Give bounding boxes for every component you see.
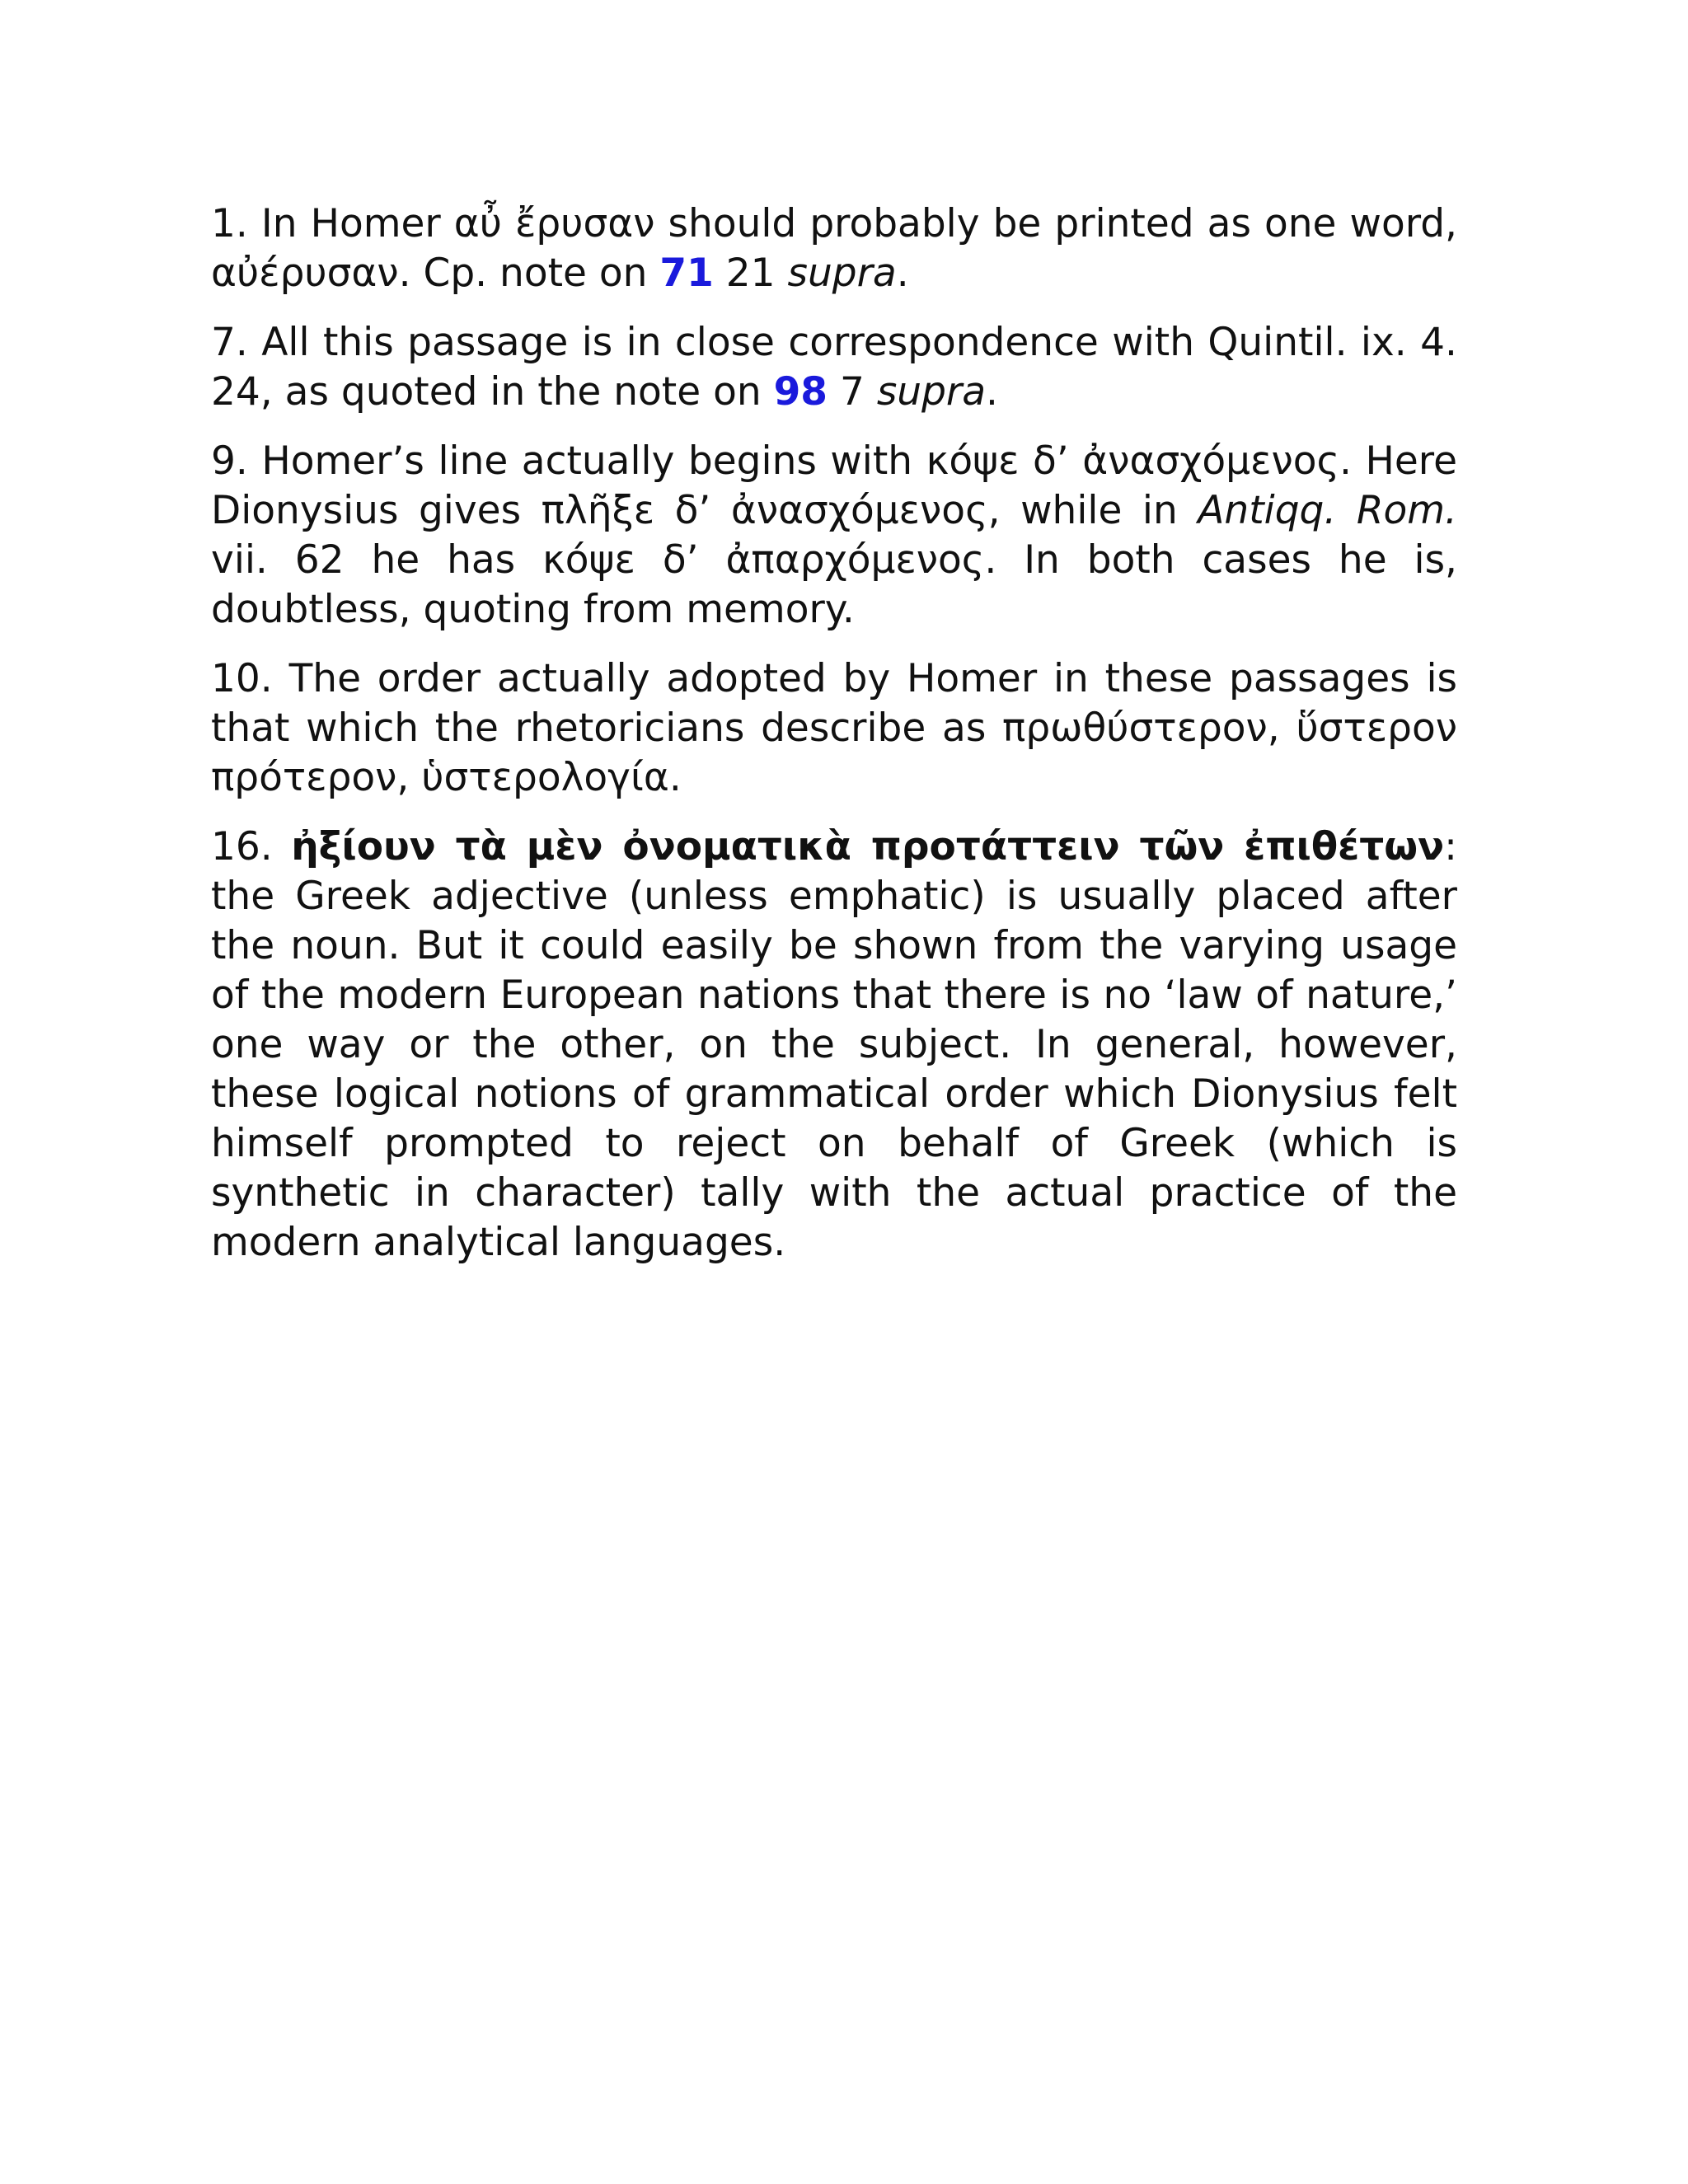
line-ref: 7 xyxy=(839,369,865,415)
line-ref: 21 xyxy=(725,251,776,296)
note-16 xyxy=(211,823,1457,1268)
note-text-continued: vii. 62 he has κόψε δ’ ἀπαρχόμενος. In both cases he is, doubtless, quoting from memory. xyxy=(211,537,1457,632)
note-number: 1. xyxy=(211,201,248,246)
supra-word: supra xyxy=(787,251,897,296)
note-10 xyxy=(211,654,1457,803)
supra-word: supra xyxy=(876,369,987,415)
note-number: 16. xyxy=(211,824,273,869)
note-text: In Homer αὖ ἔρυσαν should probably be printed as one word, αὐέρυσαν. Cp. note on xyxy=(211,201,1457,296)
note-text: : the Greek adjective (unless emphatic) is usually placed after the noun. But it could easily be shown from the varying usage of the modern European nations that there is no ‘law of nature,’ one way or the other, on the subject. In general, however, these logical notions of grammatical order which Dionysius felt himself prompted to reject on behalf of Greek (which is synthetic in character) tally with the actual practice of the modern analytical languages. xyxy=(211,824,1457,1265)
note-number: 9. xyxy=(211,438,248,484)
note-1 xyxy=(211,199,1457,298)
note-text: All this passage is in close correspondence with Quintil. ix. 4. 24, as quoted in the note on xyxy=(211,320,1457,415)
notes-page xyxy=(211,199,1457,1287)
section-ref-link[interactable]: 71 xyxy=(659,251,714,296)
section-ref-link[interactable]: 98 xyxy=(773,369,828,415)
note-text: Homer’s line actually begins with κόψε δ’ ἀνασχόμενος. Here Dionysius gives πλῆξε δ’ ἀνασχόμενος, while in xyxy=(211,438,1457,533)
note-number: 10. xyxy=(211,656,273,701)
note-number: 7. xyxy=(211,320,248,365)
note-7 xyxy=(211,318,1457,417)
work-title: Antiqq. Rom. xyxy=(1198,488,1457,533)
note-end: . xyxy=(986,369,998,415)
note-text: The order actually adopted by Homer in these passages is that which the rhetoricians describe as πρωθύστερον, ὕστερον πρότερον, ὑστερολογία. xyxy=(211,656,1457,800)
greek-lemma: ἠξίουν τὰ μὲν ὀνοματικὰ προτάττειν τῶν ἐπιθέτων xyxy=(291,824,1445,869)
note-9 xyxy=(211,437,1457,635)
note-end: . xyxy=(896,251,909,296)
